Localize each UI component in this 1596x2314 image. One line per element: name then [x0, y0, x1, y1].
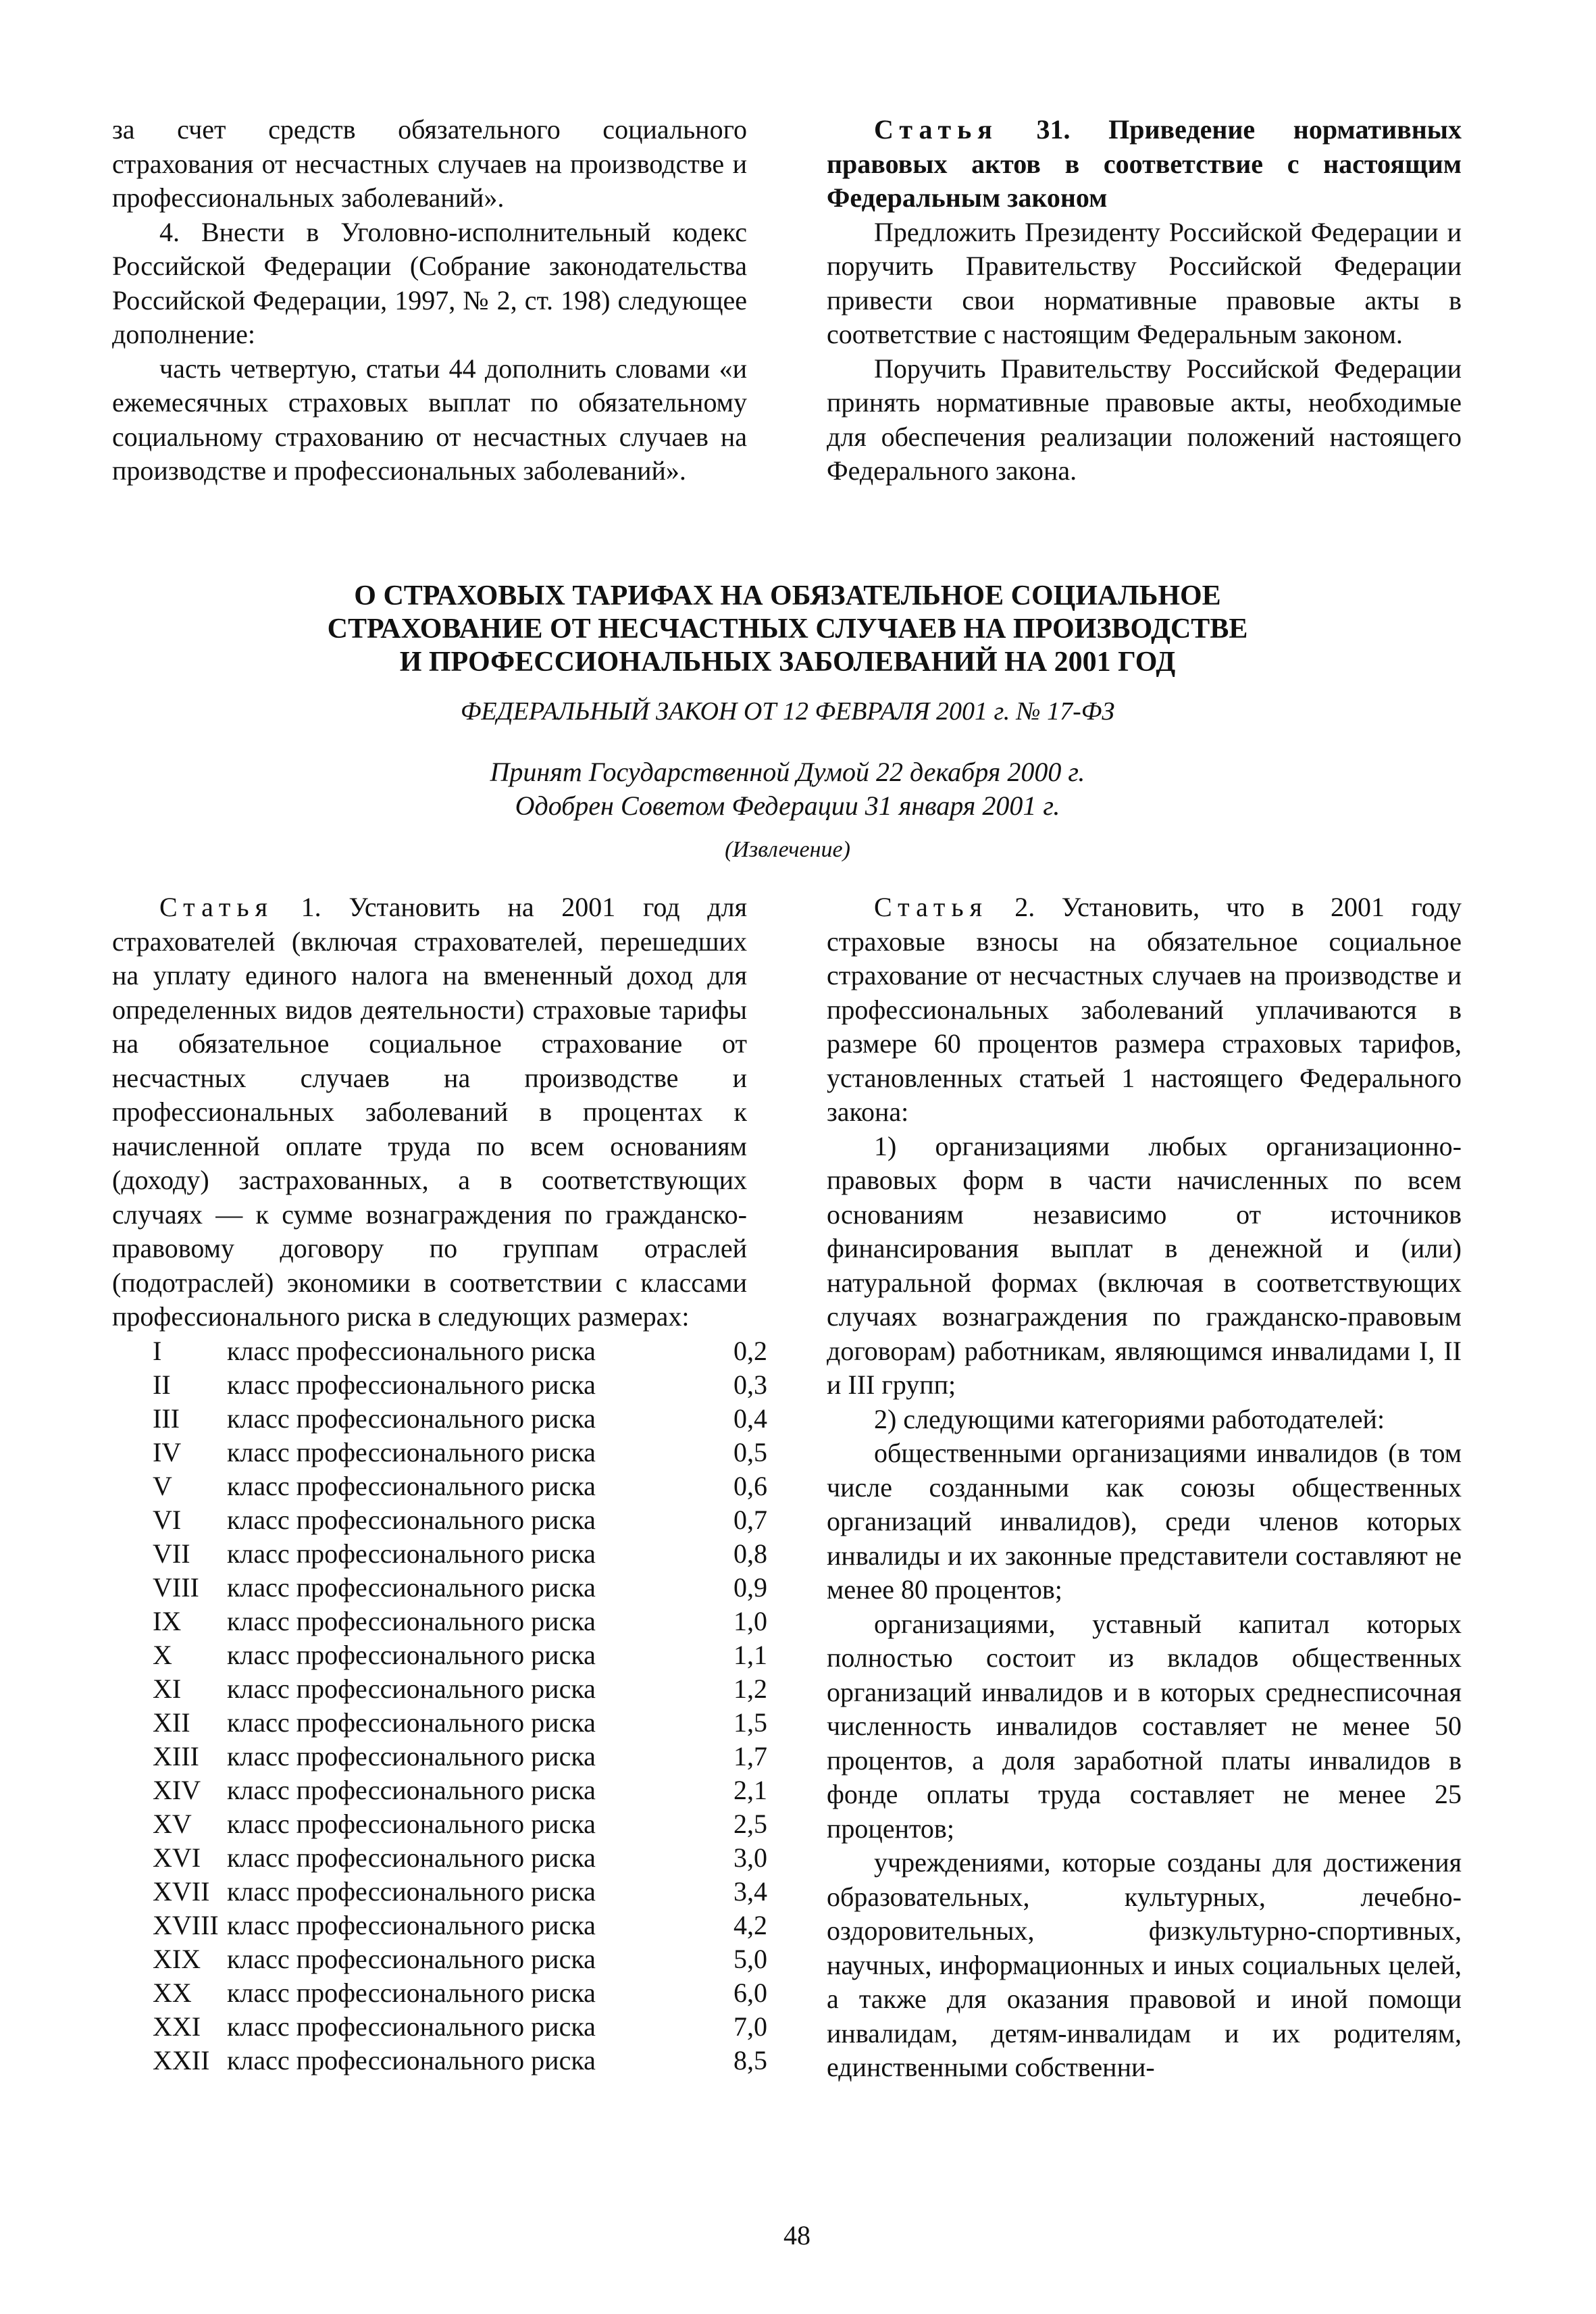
column-right-bottom [827, 890, 1462, 2085]
risk-class-rate: 3,4 [733, 1876, 767, 1907]
risk-class-rate: 1,0 [733, 1605, 767, 1636]
column-right-top [827, 113, 1462, 488]
risk-class-row [153, 1402, 767, 1436]
paragraph: 4. Внести в Уголовно-исполнительный кодекс Российской Федерации (Собрание законодательства Российской Федерации, 1997, № 2, ст. 198) следующее дополнение: [112, 216, 747, 349]
risk-class-number: VIII [153, 1571, 199, 1603]
risk-class-number: XV [153, 1808, 192, 1839]
risk-class-label: класс профессионального риска [227, 1774, 596, 1805]
article-word: Статья [874, 892, 988, 922]
risk-class-label: класс профессионального риска [227, 1740, 596, 1771]
risk-class-number: XX [153, 1977, 192, 2008]
risk-class-label: класс профессионального риска [227, 1673, 596, 1704]
title-line: СТРАХОВАНИЕ ОТ НЕСЧАСТНЫХ СЛУЧАЕВ НА ПРОИЗВОДСТВЕ [327, 613, 1248, 645]
article-number: 31. [998, 114, 1071, 145]
risk-class-number: XIV [153, 1774, 201, 1805]
risk-class-number: V [153, 1470, 172, 1501]
risk-class-row [153, 1706, 767, 1740]
risk-class-label: класс профессионального риска [227, 1909, 596, 1940]
paragraph: организациями, уставный капитал которых полностью состоит из вкладов общественных организаций инвалидов и в которых среднесписочная численность инвалидов составляет не менее 50 процентов, а доля заработной платы инвалидов в фонде оплаты труда составляет не менее 25 процентов; [827, 1608, 1462, 1844]
risk-class-number: XVIII [153, 1909, 219, 1940]
risk-class-rate: 0,2 [733, 1335, 767, 1366]
paragraph: общественными организациями инвалидов (в том числе созданными как союзы общественных организаций инвалидов), среди членов которых инвалиды и их законные представители составляют не менее 80 процентов; [827, 1438, 1462, 1605]
risk-class-label: класс профессионального риска [227, 1605, 596, 1636]
risk-class-label: класс профессионального риска [227, 1707, 596, 1738]
article-1-paragraph [112, 890, 747, 1334]
risk-class-label: класс профессионального риска [227, 1436, 596, 1467]
risk-class-row [153, 1469, 767, 1503]
risk-class-rate: 0,9 [733, 1571, 767, 1603]
risk-class-row [153, 2010, 767, 2044]
risk-class-label: класс профессионального риска [227, 2044, 596, 2076]
article-1-text: 1. Установить на 2001 год для страхователей (включая страхователей, перешедших на уплату единого налога на вмененный доход для определенных видов деятельности) страховые тарифы на обязательное социальное страхование от несчастных случаев на производстве и профессиональных заболеваний в процентах к начисленной оплате труда по всем основаниям (доходу) застрахованных, а в соответствующих случаях — к сумме вознаграждения по гражданско-правовому договору по группам отраслей (подотраслей) экономики в соответствии с классами профессионального риска в следующих размерах: [112, 892, 747, 1332]
risk-class-row [153, 1436, 767, 1469]
risk-class-rate: 1,1 [733, 1639, 767, 1670]
law-reference: ФЕДЕРАЛЬНЫЙ ЗАКОН ОТ 12 ФЕВРАЛЯ 2001 г. № 17-ФЗ [460, 697, 1115, 726]
article-heading-text: Приведение нормативных правовых актов в соответствие с настоящим Федеральным законом [827, 114, 1462, 213]
risk-class-rate: 5,0 [733, 1943, 767, 1974]
risk-class-row [153, 1672, 767, 1706]
risk-class-rate: 0,3 [733, 1369, 767, 1400]
article-word: Статья [874, 114, 998, 145]
risk-class-label: класс профессионального риска [227, 2011, 596, 2042]
risk-class-label: класс профессионального риска [227, 1842, 596, 1873]
risk-class-row [153, 1368, 767, 1402]
risk-class-rate: 1,7 [733, 1740, 767, 1771]
risk-class-row [153, 1807, 767, 1841]
risk-class-label: класс профессионального риска [227, 1876, 596, 1907]
risk-class-number: XII [153, 1707, 190, 1738]
article-word: Статья [159, 892, 274, 922]
article-31-heading [827, 113, 1462, 216]
risk-class-label: класс профессионального риска [227, 1943, 596, 1974]
risk-class-label: класс профессионального риска [227, 1504, 596, 1535]
risk-class-number: XXI [153, 2011, 201, 2042]
risk-class-rate: 1,5 [733, 1707, 767, 1738]
risk-class-row [153, 1537, 767, 1571]
risk-class-rate: 0,6 [733, 1470, 767, 1501]
extract-label: (Извлечение) [725, 837, 850, 862]
risk-class-label: класс профессионального риска [227, 1639, 596, 1670]
risk-class-row [153, 1942, 767, 1976]
risk-class-number: XI [153, 1673, 182, 1704]
adoption-info [112, 755, 1463, 823]
risk-class-label: класс профессионального риска [227, 1470, 596, 1501]
risk-class-rate: 0,8 [733, 1538, 767, 1569]
paragraph: 2) следующими категориями работодателей: [874, 1403, 1385, 1434]
risk-class-number: I [153, 1335, 162, 1366]
column-left-top [112, 113, 747, 488]
risk-class-number: XXII [153, 2044, 210, 2076]
page-number: 48 [783, 2220, 810, 2250]
risk-class-number: III [153, 1403, 180, 1434]
risk-class-number: II [153, 1369, 171, 1400]
column-left-bottom [112, 890, 767, 2078]
title-line: О СТРАХОВЫХ ТАРИФАХ НА ОБЯЗАТЕЛЬНОЕ СОЦИАЛЬНОЕ [354, 580, 1221, 611]
paragraph: 1) организациями любых организационно-правовых форм в части начисленных по всем основаниям независимо от источников финансирования выплат в денежной и (или) натуральной формах (включая в соответствующих случаях вознаграждения по гражданско-правовым договорам) работникам, являющимся инвалидами I, II и III групп; [827, 1130, 1462, 1400]
risk-class-rate: 2,1 [733, 1774, 767, 1805]
risk-class-row [153, 1909, 767, 1942]
risk-class-rate: 7,0 [733, 2011, 767, 2042]
risk-class-rate: 0,7 [733, 1504, 767, 1535]
risk-class-number: X [153, 1639, 172, 1670]
paragraph: за счет средств обязательного социального страхования от несчастных случаев на производстве и профессиональных заболеваний». [112, 114, 747, 213]
risk-class-number: XVI [153, 1842, 201, 1873]
risk-class-row [153, 1571, 767, 1605]
risk-class-number: XIX [153, 1943, 201, 1974]
risk-class-rate: 3,0 [733, 1842, 767, 1873]
risk-class-row [153, 1503, 767, 1537]
risk-class-row [153, 1638, 767, 1672]
paragraph: Предложить Президенту Российской Федерации и поручить Правительству Российской Федерации привести свои нормативные правовые акты в соответствие с настоящим Федеральным законом. [827, 216, 1462, 349]
paragraph: учреждениями, которые созданы для достижения образовательных, культурных, лечебно-оздоровительных, физкультурно-спортивных, научных, информационных и иных социальных целей, а также для оказания правовой и иной помощи инвалидам, детям-инвалидам и их родителям, единственными собственни- [827, 1847, 1462, 2082]
risk-class-label: класс профессионального риска [227, 1977, 596, 2008]
risk-class-row [153, 1875, 767, 1909]
risk-class-row [153, 1334, 767, 1368]
title-line: И ПРОФЕССИОНАЛЬНЫХ ЗАБОЛЕВАНИЙ НА 2001 ГОД [399, 647, 1176, 678]
risk-class-number: IV [153, 1436, 182, 1467]
risk-class-number: XVII [153, 1876, 210, 1907]
risk-class-rate: 0,5 [733, 1436, 767, 1467]
risk-class-rate: 4,2 [733, 1909, 767, 1940]
adopted-line: Принят Государственной Думой 22 декабря 2000 г. [490, 757, 1085, 787]
risk-class-rate: 6,0 [733, 1977, 767, 2008]
risk-class-row [153, 1841, 767, 1875]
paragraph: часть четвертую, статьи 44 дополнить словами «и ежемесячных страховых выплат по обязательному социальному страхованию от несчастных случаев на производстве и профессиональных заболеваний». [112, 353, 747, 486]
risk-class-table [153, 1334, 767, 2078]
risk-class-rate: 2,5 [733, 1808, 767, 1839]
risk-class-row [153, 1740, 767, 1774]
risk-class-rate: 8,5 [733, 2044, 767, 2076]
risk-class-number: XIII [153, 1740, 199, 1771]
risk-class-row [153, 1605, 767, 1638]
risk-class-label: класс профессионального риска [227, 1369, 596, 1400]
article-2-text: 2. Установить, что в 2001 году страховые взносы на обязательное социальное страхование от несчастных случаев на производстве и профессиональных заболеваний уплачиваются в размере 60 процентов размера страховых тарифов, установленных статьей 1 настоящего Федерального закона: [827, 892, 1462, 1127]
risk-class-number: VII [153, 1538, 190, 1569]
risk-class-label: класс профессионального риска [227, 1403, 596, 1434]
risk-class-label: класс профессионального риска [227, 1335, 596, 1366]
risk-class-number: IX [153, 1605, 182, 1636]
approved-line: Одобрен Советом Федерации 31 января 2001 г. [515, 790, 1060, 821]
risk-class-label: класс профессионального риска [227, 1808, 596, 1839]
risk-class-label: класс профессионального риска [227, 1571, 596, 1603]
risk-class-label: класс профессионального риска [227, 1538, 596, 1569]
article-2-paragraph [827, 890, 1462, 1130]
risk-class-row [153, 1976, 767, 2010]
paragraph: Поручить Правительству Российской Федерации принять нормативные правовые акты, необходимые для обеспечения реализации положений настоящего Федерального закона. [827, 353, 1462, 486]
law-title [112, 580, 1463, 679]
risk-class-row [153, 2044, 767, 2078]
risk-class-row [153, 1774, 767, 1807]
risk-class-rate: 0,4 [733, 1403, 767, 1434]
risk-class-number: VI [153, 1504, 182, 1535]
risk-class-rate: 1,2 [733, 1673, 767, 1704]
